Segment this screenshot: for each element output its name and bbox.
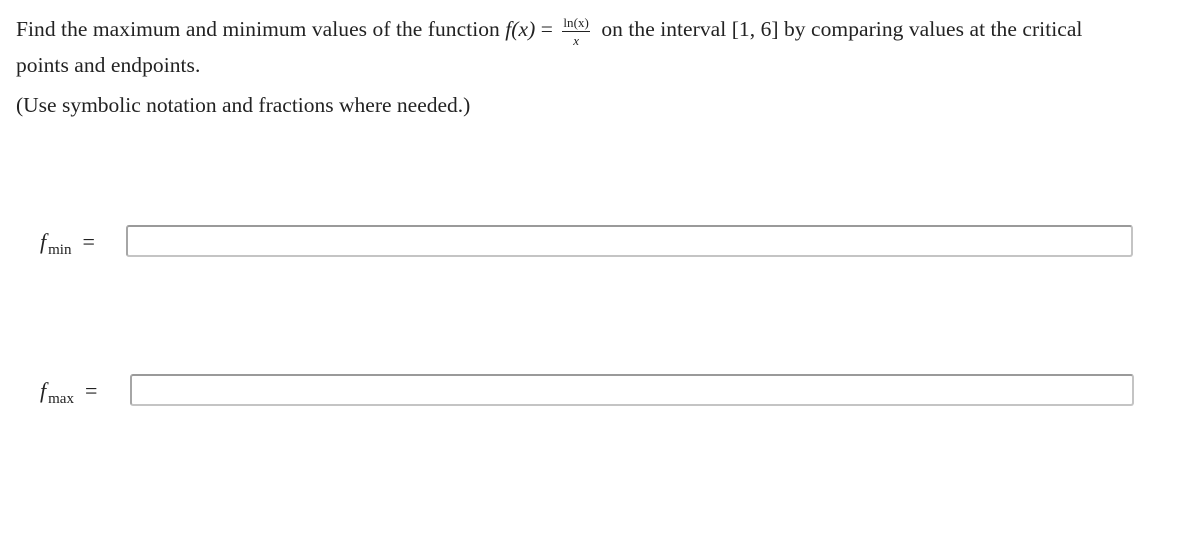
function-equals: =: [540, 17, 553, 41]
max-equals: =: [84, 378, 98, 403]
instruction-note: (Use symbolic notation and fractions where needed.): [16, 93, 471, 117]
question-prompt: [16, 12, 1186, 82]
answer-row-max: [40, 374, 1140, 414]
min-equals: =: [82, 229, 95, 254]
question-text-before: Find the maximum and minimum values of the function: [16, 17, 506, 41]
question-text-after: on the interval [1, 6] by comparing values at the critical: [595, 17, 1083, 41]
answer-label-min: [40, 229, 95, 258]
f-max-input[interactable]: [130, 374, 1134, 406]
answer-label-max: [40, 378, 98, 407]
f-min-input[interactable]: [126, 225, 1133, 257]
max-function-symbol: f: [40, 378, 47, 403]
function-name: f(x): [505, 17, 536, 41]
answer-row-min: [40, 225, 1140, 265]
question-line-1: [16, 12, 1186, 48]
question-line-2: points and endpoints.: [16, 53, 201, 77]
max-subscript: max: [48, 391, 74, 407]
min-subscript: min: [48, 242, 72, 258]
fraction-denominator: x: [573, 33, 580, 48]
function-fraction: [562, 15, 590, 48]
fraction-numerator: ln(x): [563, 15, 589, 30]
min-function-symbol: f: [40, 229, 47, 254]
